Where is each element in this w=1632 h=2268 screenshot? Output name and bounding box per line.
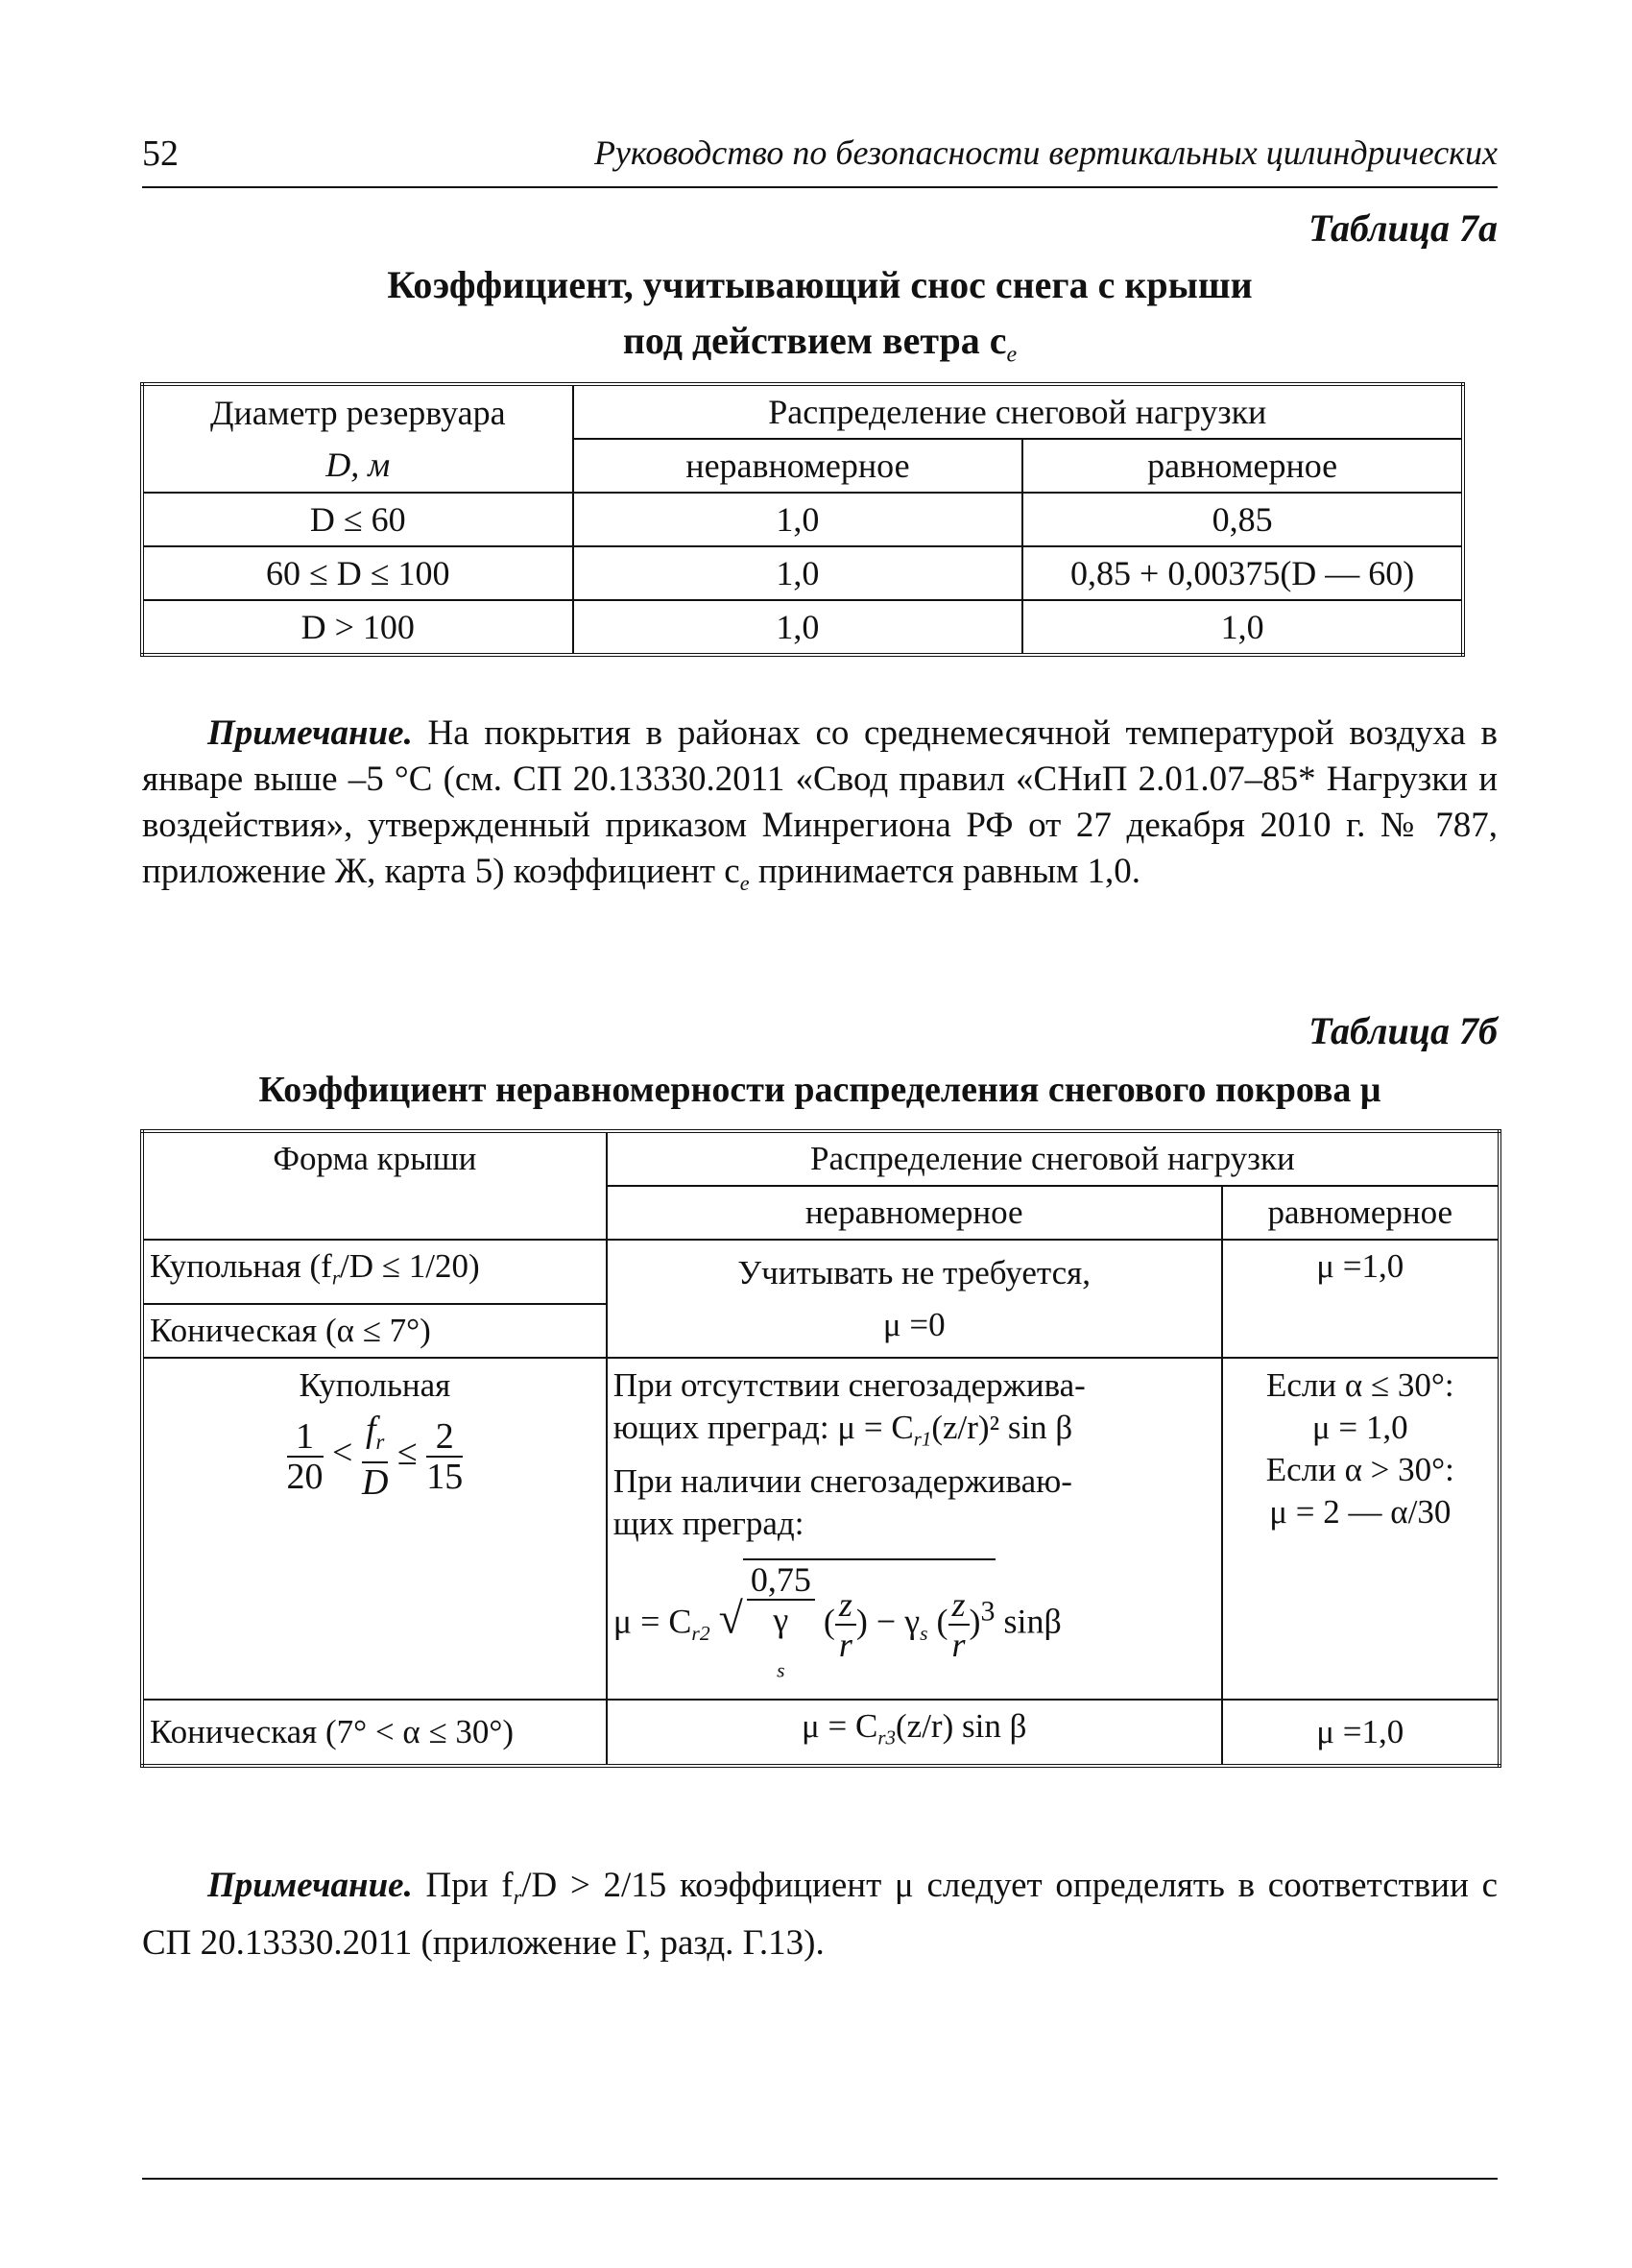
table-7a-header-even: равномерное bbox=[1022, 439, 1463, 493]
table-7a-header-diameter: Диаметр резервуара D, м bbox=[142, 384, 573, 493]
footer-rule bbox=[142, 2178, 1498, 2180]
table-7b-number: Таблица 7б bbox=[1308, 1009, 1498, 1052]
table-7b-header-group: Распределение снеговой нагрузки bbox=[607, 1131, 1500, 1186]
snow-load-formula: $\mu = C_{r2}$ √ 0,75 γ $_s$ ( $\frac{z}{r}) - \gamma_s$ ( $\frac{z}{r})^3$ sinβ bbox=[613, 1558, 1215, 1690]
table-7b-shape-dome: Купольная $\frac{1}{20}$ < $\frac{f_r}{D}$ ≤ $\frac{2}{15}$ bbox=[142, 1358, 607, 1700]
table-row: D > 100 1,0 1,0 bbox=[142, 600, 1463, 655]
table-7a-title bbox=[142, 257, 1498, 382]
running-title: Руководство по безопасности вертикальных цилиндрических bbox=[593, 133, 1498, 172]
table-7a bbox=[140, 382, 1465, 657]
note-label: Примечание. bbox=[207, 1866, 413, 1905]
table-7b-row1-uneven: Учитывать не требуется, μ =0 bbox=[607, 1240, 1222, 1358]
table-7a-title-line2: под действием ветра $c_e$ bbox=[622, 319, 1018, 368]
page-number: 52 bbox=[142, 133, 179, 174]
table-7b-title: Коэффициент неравномерности распределения снегового покрова μ bbox=[258, 1070, 1381, 1110]
table-7b-row1-even: μ =1,0 bbox=[1222, 1240, 1500, 1358]
table-7b-row3-uneven: $\mu = C_{r3}(z/r)$ sin β bbox=[607, 1700, 1222, 1765]
table-7b-header-uneven: неравномерное bbox=[607, 1186, 1222, 1240]
note-label: Примечание. bbox=[207, 713, 413, 753]
table-7a-number: Таблица 7а bbox=[1308, 206, 1498, 250]
table-7b bbox=[140, 1129, 1501, 1768]
table-7b-shape-conical-flat: Коническая (α ≤ 7°) bbox=[142, 1304, 607, 1358]
table-7b-shape-dome-flat: Купольная $(f_r/D \le 1/20)$ bbox=[142, 1240, 607, 1304]
table-7b-header-even: равномерное bbox=[1222, 1186, 1500, 1240]
table-7b-header-shape: Форма крыши bbox=[142, 1131, 607, 1240]
note-table-7a: Примечание. На покрытия в районах со среднемесячной температурой воздуха в январе выше –5 °С (см. СП 20.13330.2011 «Свод правил «СНиП 2.01.07–85* Нагрузки и воздействия», утвержденный приказом Минрегиона РФ от 27 декабря 2010 г. № 787, приложение Ж, карта 5) коэффициент $c_e$ принимается равным 1,0. bbox=[142, 713, 1498, 895]
note-table-7b: Примечание. При $f_r/D > 2/15$ коэффициент μ следует определять в соответствии с СП 20.13330.2011 (приложение Г, разд. Г.13). bbox=[142, 1866, 1498, 1963]
table-7a-header-uneven: неравномерное bbox=[573, 439, 1023, 493]
table-row: D ≤ 60 1,0 0,85 bbox=[142, 493, 1463, 546]
table-7a-header-group: Распределение снеговой нагрузки bbox=[573, 384, 1463, 439]
table-row: 60 ≤ D ≤ 100 1,0 0,85 + 0,00375(D — 60) bbox=[142, 546, 1463, 600]
table-7b-shape-conical: Коническая (7° < α ≤ 30°) bbox=[142, 1700, 607, 1765]
dome-range-formula: $\frac{1}{20}$ < $\frac{f_r}{D}$ ≤ $\frac{2}{15}$ bbox=[286, 1410, 464, 1504]
table-7b-row2-uneven: При отсутствии снегозадержива- ющих преград: $\mu = C_{r1}(z/r)^2$ sin β При наличии снегозадерживаю- щих преград: $\mu = C_{r2}$ √ 0,75 γ $_s$ ( $\frac{z}{r}) - \gamma_s$ ( $\frac{z}{r})^3$ sinβ bbox=[607, 1358, 1222, 1700]
page-header bbox=[142, 131, 1498, 188]
table-7b-row3-even: μ =1,0 bbox=[1222, 1700, 1500, 1765]
table-7b-row2-even: Если α ≤ 30°: μ = 1,0 Если α > 30°: μ = 2 — α/30 bbox=[1222, 1358, 1500, 1700]
table-7a-title-line1: Коэффициент, учитывающий снос снега с крыши bbox=[387, 263, 1253, 306]
